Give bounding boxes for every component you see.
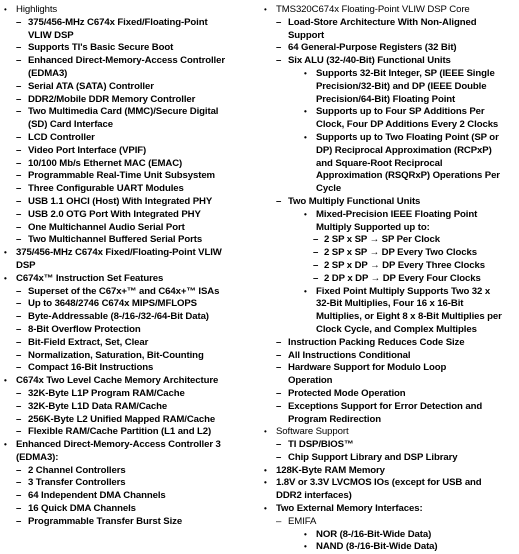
feature-text: Programmable Real-Time Unit Subsystem [28,170,215,182]
feature-text: Supports up to Two Floating Point (SP or [316,131,499,143]
bullet-marker: • [4,5,7,14]
dash-marker: – [16,362,22,374]
feature-text: Cycle [316,183,342,195]
dash-marker: – [16,221,22,233]
feature-text: 256K-Byte L2 Unified Mapped RAM/Cache [28,413,216,425]
feature-line [4,311,262,324]
feature-text: 3 Transfer Controllers [28,477,126,489]
feature-text: Superset of the C67x+™ and C64x+™ ISAs [28,285,220,297]
feature-line [264,541,516,554]
feature-text: C674x™ Instruction Set Features [16,272,164,284]
dash-marker: – [16,106,22,118]
feature-line [264,465,516,478]
feature-text: 2 SP x SP → SP Per Clock [324,234,440,246]
feature-line [264,260,516,273]
dash-marker: – [276,451,282,463]
bullet-marker: • [264,504,267,514]
bullet-marker: • [4,376,7,386]
feature-line [264,401,516,414]
feature-text: Operation [288,375,333,387]
dash-marker: – [16,413,22,425]
feature-line [4,477,262,490]
feature-line [264,452,516,465]
dash-marker: – [16,93,22,105]
feature-text: DDR2 interfaces) [276,490,352,502]
dash-marker: – [16,464,22,476]
bullet-marker: • [304,542,307,552]
feature-text: Highlights [16,4,58,15]
feature-text: DDR2/Mobile DDR Memory Controller [28,93,196,105]
feature-line [264,247,516,260]
feature-line [4,55,262,68]
feature-text: 1.8V or 3.3V LVCMOS IOs (except for USB and [276,477,482,489]
feature-line [4,516,262,529]
feature-text: 2 SP x SP → DP Every Two Clocks [324,247,477,259]
dash-marker: – [16,426,22,438]
bullet-marker: • [264,478,267,488]
feature-line [264,388,516,401]
feature-text: EMIFA [288,515,317,527]
feature-line [264,183,516,196]
dash-marker: – [276,195,282,207]
feature-line [264,273,516,286]
feature-text: Supports 32-Bit Integer, SP (IEEE Single [316,67,495,79]
dash-marker: – [276,387,282,399]
feature-text: TI DSP/BIOS™ [288,439,354,451]
feature-line [4,465,262,478]
bullet-marker: • [4,440,7,450]
feature-line [264,30,516,43]
feature-line [264,414,516,427]
feature-line [4,222,262,235]
feature-text: 64 Independent DMA Channels [28,490,166,502]
dash-marker: – [16,336,22,348]
feature-line [4,94,262,107]
dash-marker: – [313,234,319,246]
feature-text: Program Redirection [288,413,381,425]
feature-line [264,362,516,375]
feature-text: 375/456-MHz C674x Fixed/Floating-Point VLIW [16,247,222,259]
feature-text: 375/456-MHz C674x Fixed/Floating-Point [28,16,208,28]
feature-text: USB 2.0 OTG Port With Integrated PHY [28,208,201,220]
dash-marker: – [16,157,22,169]
dash-marker: – [16,477,22,489]
feature-text: 32K-Byte L1D Data RAM/Cache [28,400,168,412]
features-column-left [4,4,262,529]
feature-text: 32-Bit Multiplies, Four 16 x 16-Bit [316,298,464,310]
feature-text: Up to 3648/2746 C674x MIPS/MFLOPS [28,298,197,310]
feature-line [4,30,262,43]
feature-text: Load-Store Architecture With Non-Aligned [288,16,477,28]
feature-line [4,132,262,145]
feature-line [4,119,262,132]
feature-line [4,388,262,401]
feature-line [4,350,262,363]
dash-marker: – [16,387,22,399]
feature-text: C674x Two Level Cache Memory Architecture [16,375,219,387]
feature-line [264,426,516,439]
feature-line [264,132,516,145]
dash-marker: – [16,170,22,182]
feature-line [264,490,516,503]
dash-marker: – [16,400,22,412]
feature-line [264,68,516,81]
feature-text: TMS320C674x Floating-Point VLIW DSP Core [276,4,470,15]
feature-text: Bit-Field Extract, Set, Clear [28,336,149,348]
feature-line [4,298,262,311]
dash-marker: – [16,298,22,310]
dash-marker: – [16,503,22,515]
feature-text: Supports up to Four SP Additions Per [316,106,485,118]
bullet-marker: • [304,68,307,78]
feature-line [4,362,262,375]
feature-line [264,529,516,542]
dash-marker: – [276,439,282,451]
feature-line [264,158,516,171]
feature-line [264,106,516,119]
feature-line [4,68,262,81]
feature-line [4,503,262,516]
feature-text: Chip Support Library and DSP Library [288,451,458,463]
feature-line [4,401,262,414]
dash-marker: – [16,42,22,54]
feature-line [264,298,516,311]
feature-text: Flexible RAM/Cache Partition (L1 and L2) [28,426,212,438]
feature-text: LCD Controller [28,131,95,143]
feature-text: Programmable Transfer Burst Size [28,515,183,527]
feature-line [4,81,262,94]
feature-line [264,503,516,516]
feature-text: Fixed Point Multiply Supports Two 32 x [316,285,491,297]
dash-marker: – [16,208,22,220]
feature-text: 64 General-Purpose Registers (32 Bit) [288,42,457,54]
feature-line [264,375,516,388]
feature-line [264,350,516,363]
dash-marker: – [16,16,22,28]
feature-line [4,42,262,55]
feature-line [264,286,516,299]
feature-text: Precision/32-Bit) and DP (IEEE Double [316,80,487,92]
feature-line [264,55,516,68]
dash-marker: – [16,183,22,195]
feature-text: Instruction Packing Reduces Code Size [288,336,465,348]
feature-line [4,183,262,196]
feature-text: Enhanced Direct-Memory-Access Controller [28,55,225,67]
feature-line [4,286,262,299]
feature-text: USB 1.1 OHCI (Host) With Integrated PHY [28,195,213,207]
feature-text: Enhanced Direct-Memory-Access Controller 3 [16,439,221,451]
feature-line [4,273,262,286]
feature-line [264,337,516,350]
feature-text: 128K-Byte RAM Memory [276,464,385,476]
feature-text: Video Port Interface (VPIF) [28,144,147,156]
feature-text: (EDMA3): [16,451,59,463]
feature-line [264,516,516,529]
dash-marker: – [16,515,22,527]
bullet-marker: • [304,286,307,296]
dash-marker: – [16,195,22,207]
bullet-marker: • [264,5,267,14]
feature-text: 10/100 Mb/s Ethernet MAC (EMAC) [28,157,183,169]
dash-marker: – [276,349,282,361]
feature-text: Two Multiply Functional Units [288,195,421,207]
feature-line [264,196,516,209]
bullet-marker: • [4,273,7,283]
feature-line [264,439,516,452]
feature-text: NOR (8-/16-Bit-Wide Data) [316,528,432,540]
feature-line [4,337,262,350]
feature-text: Hardware Support for Modulo Loop [288,362,447,374]
feature-text: 8-Bit Overflow Protection [28,323,141,335]
feature-text: 2 SP x DP → DP Every Three Clocks [324,259,485,271]
feature-line [264,17,516,30]
feature-text: 2 DP x DP → DP Every Four Clocks [324,272,481,284]
feature-line [264,42,516,55]
feature-line [4,490,262,503]
dash-marker: – [16,131,22,143]
feature-line [4,145,262,158]
feature-line [264,222,516,235]
feature-line [264,94,516,107]
feature-line [264,311,516,324]
feature-line [4,375,262,388]
bullet-marker: • [304,132,307,142]
bullet-marker: • [304,107,307,117]
dash-marker: – [276,16,282,28]
dash-marker: – [276,336,282,348]
bullet-marker: • [304,529,307,539]
feature-line [4,247,262,260]
feature-text: Two Multimedia Card (MMC)/Secure Digital [28,106,219,118]
feature-text: One Multichannel Audio Serial Port [28,221,185,233]
feature-line [4,439,262,452]
bullet-marker: • [264,427,267,437]
feature-text: Clock Cycle, and Complex Multiples [316,323,477,335]
feature-text: Two External Memory Interfaces: [276,503,423,515]
feature-line [4,17,262,30]
dash-marker: – [313,259,319,271]
feature-text: DP) Reciprocal Approximation (RCPxP) [316,144,492,156]
dash-marker: – [16,323,22,335]
feature-text: 16 Quick DMA Channels [28,503,136,515]
feature-line [4,170,262,183]
feature-line [264,477,516,490]
feature-line [4,426,262,439]
dash-marker: – [313,247,319,259]
dash-marker: – [16,311,22,323]
feature-text: Exceptions Support for Error Detection and [288,400,483,412]
dash-marker: – [276,400,282,412]
feature-text: VLIW DSP [28,29,74,41]
feature-line [264,119,516,132]
feature-text: Three Configurable UART Modules [28,183,184,195]
feature-line [4,324,262,337]
dash-marker: – [16,490,22,502]
dash-marker: – [276,55,282,67]
feature-text: Mixed-Precision IEEE Floating Point [316,208,478,220]
bullet-marker: • [264,465,267,475]
feature-text: Two Multichannel Buffered Serial Ports [28,234,203,246]
dash-marker: – [276,362,282,374]
dash-marker: – [16,234,22,246]
feature-text: Support [288,29,325,41]
feature-line [4,234,262,247]
feature-text: (SD) Card Interface [28,119,113,131]
dash-marker: – [16,285,22,297]
feature-text: Byte-Addressable (8-/16-/32-/64-Bit Data) [28,311,209,323]
features-column-right [264,4,516,554]
feature-line [4,158,262,171]
dash-marker: – [276,42,282,54]
feature-text: Normalization, Saturation, Bit-Counting [28,349,204,361]
dash-marker: – [276,515,282,527]
feature-text: (EDMA3) [28,67,68,79]
feature-line [4,414,262,427]
feature-text: Protected Mode Operation [288,387,406,399]
dash-marker: – [16,55,22,67]
feature-line [4,4,262,17]
feature-text: Approximation (RSQRxP) Operations Per [316,170,500,182]
feature-text: Clock, Four DP Additions Every 2 Clocks [316,119,499,131]
feature-text: Six ALU (32-/40-Bit) Functional Units [288,55,451,67]
feature-text: and Square-Root Reciprocal [316,157,443,169]
feature-text: Serial ATA (SATA) Controller [28,80,154,92]
feature-text: NAND (8-/16-Bit-Wide Data) [316,541,438,553]
feature-line [4,196,262,209]
feature-text: Multiplies, or Eight 8 x 8-Bit Multiplies per [316,311,502,323]
feature-text: Compact 16-Bit Instructions [28,362,154,374]
feature-line [264,234,516,247]
feature-text: Software Support [276,426,349,438]
dash-marker: – [16,80,22,92]
feature-text: Supports TI's Basic Secure Boot [28,42,174,54]
feature-line [264,4,516,17]
feature-line [264,170,516,183]
feature-text: Multiply Supported up to: [316,221,430,233]
feature-text: 2 Channel Controllers [28,464,126,476]
dash-marker: – [16,144,22,156]
feature-text: 32K-Byte L1P Program RAM/Cache [28,387,185,399]
dash-marker: – [16,349,22,361]
feature-line [264,209,516,222]
bullet-marker: • [304,209,307,219]
feature-line [4,452,262,465]
bullet-marker: • [4,248,7,258]
feature-text: DSP [16,259,36,271]
feature-line [4,209,262,222]
feature-text: All Instructions Conditional [288,349,411,361]
feature-line [264,145,516,158]
feature-line [264,81,516,94]
dash-marker: – [313,272,319,284]
feature-line [4,106,262,119]
feature-text: Precision/64-Bit) Floating Point [316,93,456,105]
feature-line [4,260,262,273]
feature-line [264,324,516,337]
